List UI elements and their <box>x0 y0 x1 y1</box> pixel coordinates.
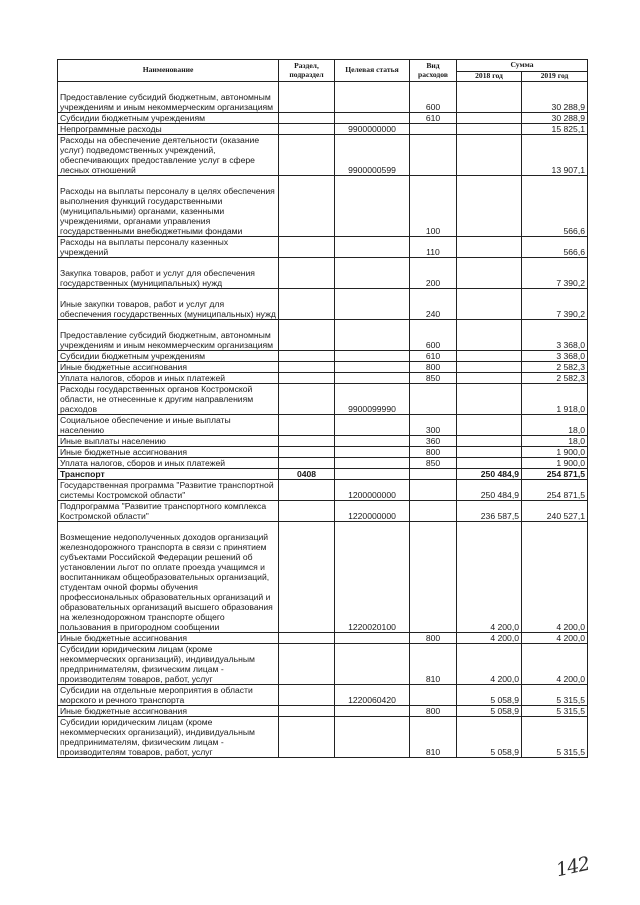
cell-name: Расходы на выплаты персоналу в целях обеспечения выполнения функций государственными (муниципальными) органами, казенными учреждениями, органами управления государственными внебюджетными фондами <box>58 176 279 237</box>
cell-y2019: 566,6 <box>522 176 588 237</box>
header-name: Наименование <box>58 60 279 82</box>
cell-target <box>335 706 410 717</box>
table-row <box>58 237 588 258</box>
cell-y2018 <box>457 447 522 458</box>
cell-section <box>279 633 335 644</box>
cell-y2019: 240 527,1 <box>522 501 588 522</box>
cell-section <box>279 176 335 237</box>
cell-y2019: 254 871,5 <box>522 480 588 501</box>
table-row <box>58 480 588 501</box>
cell-y2019: 2 582,3 <box>522 362 588 373</box>
cell-y2018 <box>457 176 522 237</box>
cell-section <box>279 351 335 362</box>
cell-y2019: 254 871,5 <box>522 469 588 480</box>
cell-section <box>279 717 335 758</box>
cell-y2018: 250 484,9 <box>457 469 522 480</box>
header-target: Целевая статья <box>335 60 410 82</box>
cell-type <box>410 384 457 415</box>
table-row <box>58 113 588 124</box>
cell-y2019: 4 200,0 <box>522 644 588 685</box>
cell-y2019: 18,0 <box>522 415 588 436</box>
table-row <box>58 501 588 522</box>
cell-type: 110 <box>410 237 457 258</box>
cell-y2018: 236 587,5 <box>457 501 522 522</box>
cell-type: 850 <box>410 373 457 384</box>
cell-section <box>279 373 335 384</box>
cell-type <box>410 522 457 633</box>
cell-target: 9900000000 <box>335 124 410 135</box>
cell-name: Иные бюджетные ассигнования <box>58 706 279 717</box>
table-row <box>58 633 588 644</box>
cell-section <box>279 289 335 320</box>
cell-y2019: 5 315,5 <box>522 706 588 717</box>
cell-type: 610 <box>410 351 457 362</box>
cell-type <box>410 685 457 706</box>
cell-y2019: 7 390,2 <box>522 258 588 289</box>
cell-type: 850 <box>410 458 457 469</box>
cell-y2019: 4 200,0 <box>522 522 588 633</box>
cell-type: 800 <box>410 633 457 644</box>
cell-y2019: 15 825,1 <box>522 124 588 135</box>
cell-y2018 <box>457 289 522 320</box>
header-type: Вид расходов <box>410 60 457 82</box>
cell-section <box>279 362 335 373</box>
cell-section <box>279 237 335 258</box>
table-row <box>58 320 588 351</box>
cell-target <box>335 289 410 320</box>
cell-name: Уплата налогов, сборов и иных платежей <box>58 458 279 469</box>
cell-section <box>279 501 335 522</box>
cell-y2019: 4 200,0 <box>522 633 588 644</box>
cell-target <box>335 458 410 469</box>
cell-y2018 <box>457 458 522 469</box>
cell-target <box>335 237 410 258</box>
cell-y2019: 5 315,5 <box>522 717 588 758</box>
cell-y2018 <box>457 436 522 447</box>
cell-y2018 <box>457 258 522 289</box>
cell-name: Непрограммные расходы <box>58 124 279 135</box>
header-2018: 2018 год <box>457 72 522 82</box>
cell-type: 100 <box>410 176 457 237</box>
cell-type: 600 <box>410 320 457 351</box>
cell-target <box>335 362 410 373</box>
cell-name: Возмещение недополученных доходов организаций железнодорожного транспорта в связи с принятием субъектами Российской Федерации решений об установлении льгот по оплате проезда учащимся и воспитанникам общеобразовательных организаций, студентам очной формы обучения профессиональных образовательных организаций и образовательных организаций высшего образования на железнодорожном транспорте общего пользования в пригородном сообщении <box>58 522 279 633</box>
table-row <box>58 644 588 685</box>
cell-type <box>410 124 457 135</box>
cell-target <box>335 351 410 362</box>
cell-name: Предоставление субсидий бюджетным, автономным учреждениям и иным некоммерческим организациям <box>58 82 279 113</box>
cell-y2018 <box>457 113 522 124</box>
cell-name: Субсидии юридическим лицам (кроме некоммерческих организаций), индивидуальным предпринимателям, физическим лицам - производителям товаров, работ, услуг <box>58 717 279 758</box>
cell-y2019: 566,6 <box>522 237 588 258</box>
cell-name: Расходы на обеспечение деятельности (оказание услуг) подведомственных учреждений, обеспечивающих предоставление услуг в сфере лесных отношений <box>58 135 279 176</box>
cell-name: Расходы на выплаты персоналу казенных учреждений <box>58 237 279 258</box>
budget-table <box>57 59 588 758</box>
cell-name: Иные бюджетные ассигнования <box>58 447 279 458</box>
cell-section <box>279 320 335 351</box>
cell-type: 800 <box>410 447 457 458</box>
cell-name: Иные бюджетные ассигнования <box>58 362 279 373</box>
cell-name: Подпрограмма "Развитие транспортного комплекса Костромской области" <box>58 501 279 522</box>
cell-target: 1220060420 <box>335 685 410 706</box>
cell-target <box>335 469 410 480</box>
table-row <box>58 351 588 362</box>
cell-type: 810 <box>410 717 457 758</box>
cell-y2019: 1 900,0 <box>522 447 588 458</box>
cell-section <box>279 124 335 135</box>
cell-name: Субсидии бюджетным учреждениям <box>58 113 279 124</box>
cell-section: 0408 <box>279 469 335 480</box>
table-row <box>58 176 588 237</box>
cell-target: 9900099990 <box>335 384 410 415</box>
cell-y2018 <box>457 124 522 135</box>
cell-y2019: 1 900,0 <box>522 458 588 469</box>
cell-type: 800 <box>410 706 457 717</box>
table-row <box>58 82 588 113</box>
header-section: Раздел, подраздел <box>279 60 335 82</box>
cell-section <box>279 258 335 289</box>
cell-y2018 <box>457 237 522 258</box>
cell-target: 9900000599 <box>335 135 410 176</box>
cell-y2018: 4 200,0 <box>457 633 522 644</box>
table-row <box>58 447 588 458</box>
cell-name: Субсидии на отдельные мероприятия в области морского и речного транспорта <box>58 685 279 706</box>
table-row <box>58 289 588 320</box>
cell-type: 360 <box>410 436 457 447</box>
table-row <box>58 706 588 717</box>
cell-type: 200 <box>410 258 457 289</box>
cell-section <box>279 458 335 469</box>
cell-target <box>335 415 410 436</box>
cell-y2019: 7 390,2 <box>522 289 588 320</box>
table-row <box>58 258 588 289</box>
cell-y2018 <box>457 362 522 373</box>
cell-name: Транспорт <box>58 469 279 480</box>
cell-y2019: 30 288,9 <box>522 82 588 113</box>
cell-section <box>279 135 335 176</box>
cell-y2018 <box>457 351 522 362</box>
cell-target <box>335 644 410 685</box>
header-sum: Сумма <box>457 60 588 72</box>
cell-y2019: 13 907,1 <box>522 135 588 176</box>
table-row <box>58 415 588 436</box>
cell-type: 600 <box>410 82 457 113</box>
cell-type <box>410 135 457 176</box>
cell-section <box>279 82 335 113</box>
table-row <box>58 436 588 447</box>
cell-section <box>279 644 335 685</box>
cell-y2019: 3 368,0 <box>522 320 588 351</box>
cell-y2018: 5 058,9 <box>457 706 522 717</box>
cell-section <box>279 415 335 436</box>
cell-target: 1220000000 <box>335 501 410 522</box>
cell-target <box>335 447 410 458</box>
cell-y2018: 4 200,0 <box>457 522 522 633</box>
cell-type <box>410 469 457 480</box>
cell-name: Субсидии юридическим лицам (кроме некоммерческих организаций), индивидуальным предпринимателям, физическим лицам - производителям товаров, работ, услуг <box>58 644 279 685</box>
cell-name: Иные закупки товаров, работ и услуг для обеспечения государственных (муниципальных) нужд <box>58 289 279 320</box>
cell-target <box>335 717 410 758</box>
table-row <box>58 458 588 469</box>
cell-target <box>335 373 410 384</box>
cell-name: Субсидии бюджетным учреждениям <box>58 351 279 362</box>
cell-y2018: 250 484,9 <box>457 480 522 501</box>
cell-y2019: 5 315,5 <box>522 685 588 706</box>
cell-target: 1220020100 <box>335 522 410 633</box>
cell-name: Уплата налогов, сборов и иных платежей <box>58 373 279 384</box>
cell-y2018 <box>457 82 522 113</box>
cell-type: 610 <box>410 113 457 124</box>
header-2019: 2019 год <box>522 72 588 82</box>
cell-section <box>279 685 335 706</box>
table-row <box>58 469 588 480</box>
cell-section <box>279 480 335 501</box>
cell-section <box>279 522 335 633</box>
page-number: 142 <box>554 852 592 882</box>
cell-y2019: 18,0 <box>522 436 588 447</box>
cell-target <box>335 113 410 124</box>
cell-section <box>279 113 335 124</box>
cell-y2018 <box>457 373 522 384</box>
cell-name: Предоставление субсидий бюджетным, автономным учреждениям и иным некоммерческим организациям <box>58 320 279 351</box>
cell-type <box>410 480 457 501</box>
cell-target <box>335 258 410 289</box>
cell-name: Закупка товаров, работ и услуг для обеспечения государственных (муниципальных) нужд <box>58 258 279 289</box>
cell-target <box>335 633 410 644</box>
cell-y2018 <box>457 415 522 436</box>
table-row <box>58 373 588 384</box>
cell-section <box>279 706 335 717</box>
cell-target <box>335 436 410 447</box>
table-body <box>58 82 588 758</box>
cell-type: 300 <box>410 415 457 436</box>
cell-y2018: 5 058,9 <box>457 685 522 706</box>
cell-section <box>279 447 335 458</box>
cell-y2018: 4 200,0 <box>457 644 522 685</box>
cell-target: 1200000000 <box>335 480 410 501</box>
cell-type: 810 <box>410 644 457 685</box>
table-row <box>58 717 588 758</box>
cell-name: Расходы государственных органов Костромской области, не отнесенные к другим направлениям расходов <box>58 384 279 415</box>
cell-y2019: 3 368,0 <box>522 351 588 362</box>
cell-y2018 <box>457 384 522 415</box>
cell-type: 800 <box>410 362 457 373</box>
cell-type: 240 <box>410 289 457 320</box>
cell-name: Иные выплаты населению <box>58 436 279 447</box>
table-header <box>58 60 588 82</box>
table-row <box>58 685 588 706</box>
cell-target <box>335 176 410 237</box>
cell-name: Социальное обеспечение и иные выплаты населению <box>58 415 279 436</box>
cell-y2019: 2 582,3 <box>522 373 588 384</box>
table-row <box>58 384 588 415</box>
cell-target <box>335 82 410 113</box>
cell-section <box>279 436 335 447</box>
cell-y2018: 5 058,9 <box>457 717 522 758</box>
cell-y2019: 1 918,0 <box>522 384 588 415</box>
cell-type <box>410 501 457 522</box>
cell-name: Государственная программа "Развитие транспортной системы Костромской области" <box>58 480 279 501</box>
cell-target <box>335 320 410 351</box>
cell-y2019: 30 288,9 <box>522 113 588 124</box>
table-row <box>58 362 588 373</box>
cell-name: Иные бюджетные ассигнования <box>58 633 279 644</box>
cell-y2018 <box>457 135 522 176</box>
table-row <box>58 135 588 176</box>
cell-section <box>279 384 335 415</box>
cell-y2018 <box>457 320 522 351</box>
table-row <box>58 124 588 135</box>
table-row <box>58 522 588 633</box>
